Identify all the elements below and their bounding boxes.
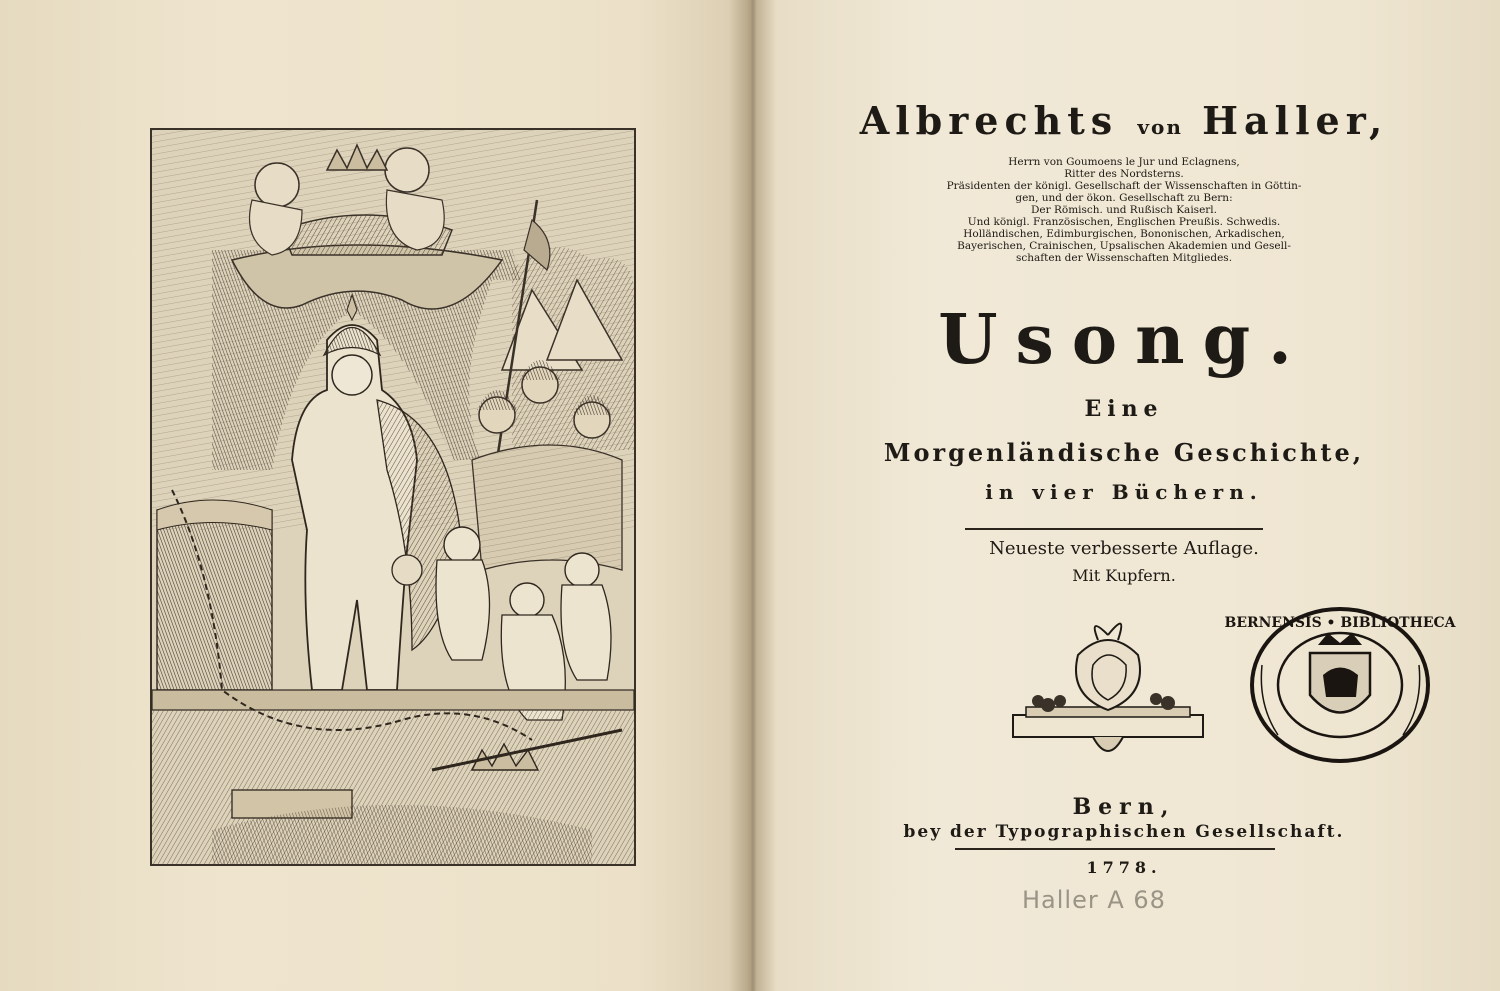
frontispiece-engraving	[150, 128, 636, 866]
author-von: von	[1137, 115, 1183, 139]
honorific-line: Ritter des Nordsterns.	[1064, 168, 1184, 180]
honorific-line: schaften der Wissenschaften Mitgliedes.	[1015, 252, 1233, 264]
imprint-place: Bern,	[1072, 794, 1176, 820]
honorific-line: Und königl. Französischen, Englischen Preußis. Schwedis.	[967, 216, 1281, 228]
imprint-rule	[955, 848, 1275, 850]
title-rule	[965, 528, 1263, 530]
subtitle-morgenlaendische: Morgenländische Geschichte,	[883, 438, 1365, 467]
honorific-line: Bayerischen, Crainischen, Upsalischen Akademien und Gesell-	[957, 240, 1291, 252]
honorifics-block	[748, 156, 1500, 264]
honorific-line: Herrn von Goumoens le Jur und Eclagnens,	[1008, 156, 1240, 168]
imprint-year: 1778.	[1086, 858, 1162, 877]
stamp-text: BERNENSIS • BIBLIOTHECA	[1224, 615, 1456, 631]
author-name: Albrechts	[859, 98, 1119, 143]
honorific-line: gen, und der ökon. Gesellschaft zu Bern:	[1015, 192, 1233, 204]
edition-note: Neueste verbesserte Auflage.	[989, 538, 1259, 559]
title-vignette-ornament	[1008, 615, 1208, 775]
engraving-illustration	[152, 130, 634, 864]
work-title: Usong.	[938, 300, 1310, 380]
pencil-shelfmark: Haller A 68	[1022, 886, 1166, 914]
honorific-line: Präsidenten der königl. Gesellschaft der Wissenschaften in Göttin-	[946, 180, 1302, 192]
imprint-publisher: bey der Typographischen Gesellschaft.	[903, 822, 1345, 842]
author-heading	[748, 98, 1500, 143]
subtitle-books: in vier Büchern.	[985, 480, 1263, 504]
honorific-line: Holländischen, Edimburgischen, Bononischen, Arkadischen,	[963, 228, 1285, 240]
library-stamp	[1224, 605, 1456, 765]
author-surname: Haller,	[1202, 98, 1389, 143]
illustrations-note: Mit Kupfern.	[1072, 566, 1176, 585]
subtitle-eine: Eine	[1084, 396, 1164, 422]
honorific-line: Der Römisch. und Rußisch Kaiserl.	[1030, 204, 1217, 216]
